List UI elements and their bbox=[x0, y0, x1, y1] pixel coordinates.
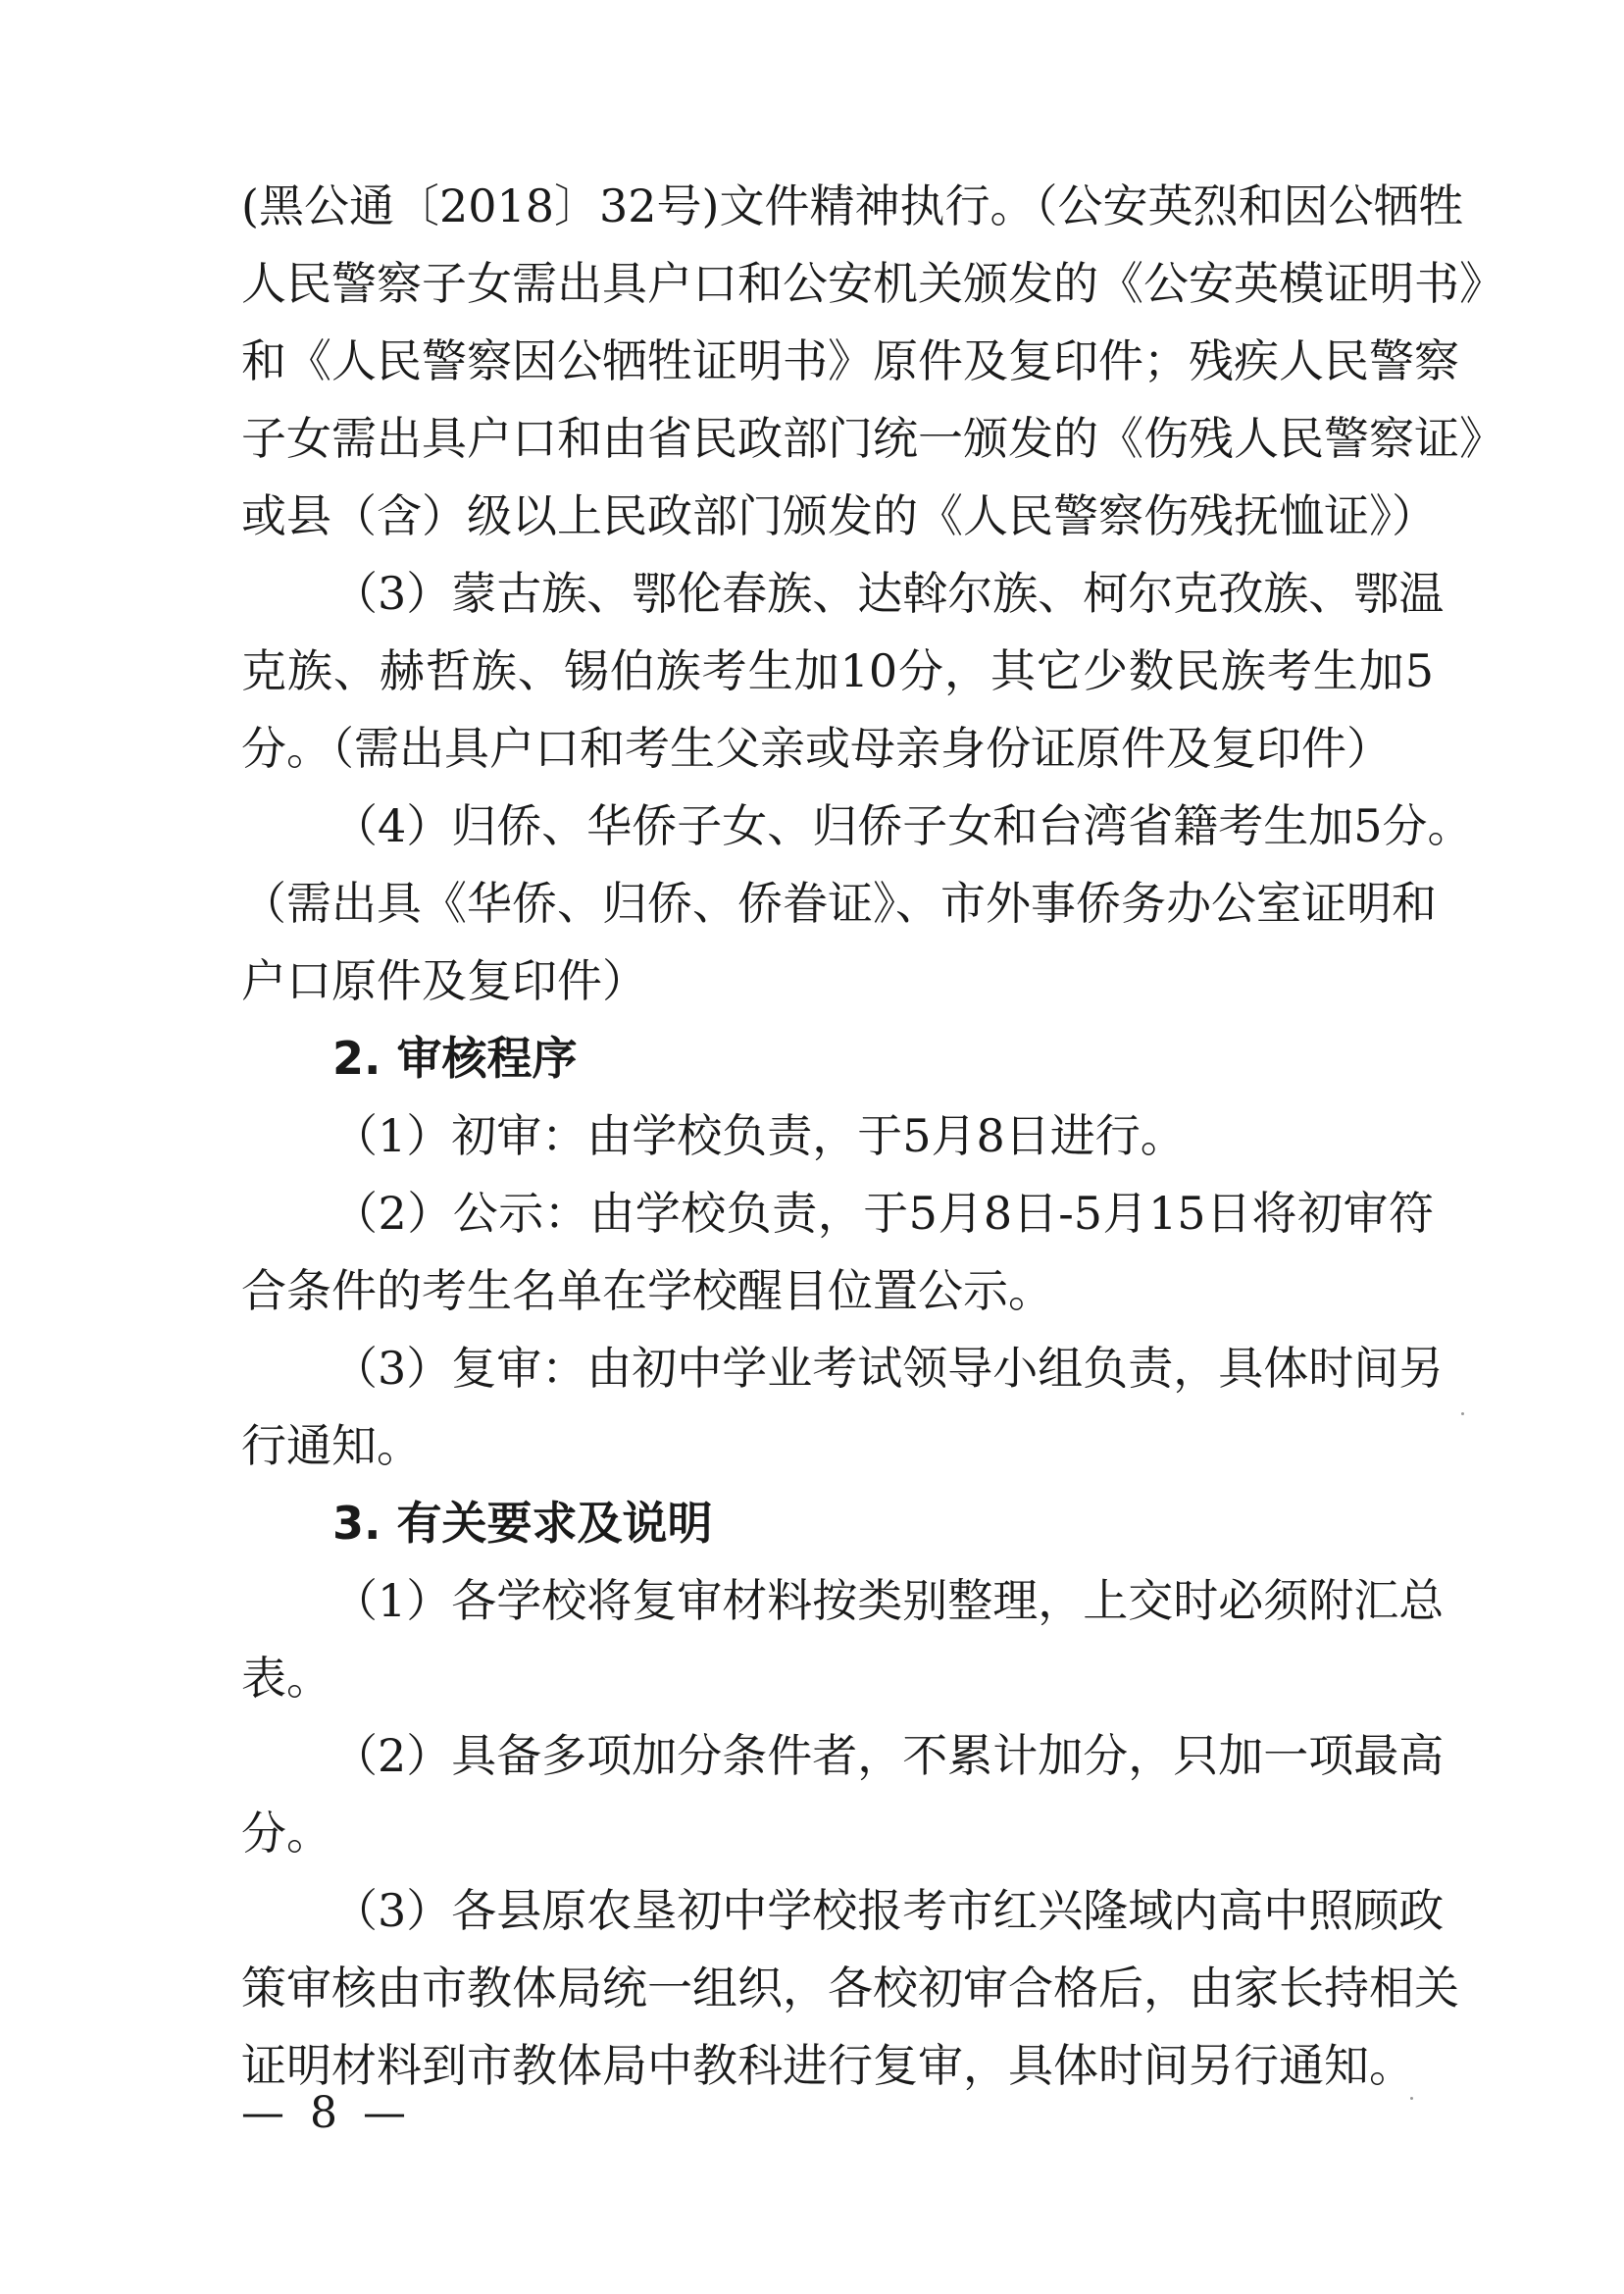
text-line: 分。 bbox=[241, 1807, 331, 1860]
text-line: （2）公示：由学校负责，于5月8日-5月15日将初审符 bbox=[332, 1187, 1434, 1240]
text-line: 人民警察子女需出具户口和公安机关颁发的《公安英模证明书》 bbox=[241, 257, 1504, 310]
text-line: (黑公通〔2018〕32号)文件精神执行。（公安英烈和因公牺牲 bbox=[241, 179, 1464, 232]
text-line: 和《人民警察因公牺牲证明书》原件及复印件；残疾人民警察 bbox=[241, 334, 1459, 387]
text-line: （3）复审：由初中学业考试领导小组负责，具体时间另 bbox=[332, 1342, 1445, 1395]
text-line: 行通知。 bbox=[241, 1419, 422, 1472]
text-line: 户口原件及复印件） bbox=[241, 954, 647, 1007]
text-line: 合条件的考生名单在学校醒目位置公示。 bbox=[241, 1264, 1053, 1317]
text-line: 策审核由市教体局统一组织，各校初审合格后，由家长持相关 bbox=[241, 1962, 1459, 2014]
section-heading-review-procedure: 2. 审核程序 bbox=[332, 1032, 578, 1085]
text-line: 克族、赫哲族、锡伯族考生加10分，其它少数民族考生加5 bbox=[241, 644, 1434, 697]
text-line: （需出具《华侨、归侨、侨眷证》、市外事侨务办公室证明和 bbox=[241, 877, 1437, 930]
text-line: （1）初审：由学校负责，于5月8日进行。 bbox=[332, 1109, 1186, 1162]
text-line: （4）归侨、华侨子女、归侨子女和台湾省籍考生加5分。 bbox=[332, 799, 1473, 852]
text-line: 分。（需出具户口和考生父亲或母亲身份证原件及复印件） bbox=[241, 722, 1392, 775]
text-line: 或县（含）级以上民政部门颁发的《人民警察伤残抚恤证》） bbox=[241, 489, 1437, 542]
page-number: — 8 — bbox=[241, 2088, 412, 2138]
text-line: （3）蒙古族、鄂伦春族、达斡尔族、柯尔克孜族、鄂温 bbox=[332, 567, 1445, 620]
text-line: （3）各县原农垦初中学校报考市红兴隆域内高中照顾政 bbox=[332, 1884, 1445, 1937]
text-line: 表。 bbox=[241, 1652, 331, 1705]
text-line: （2）具备多项加分条件者，不累计加分，只加一项最高 bbox=[332, 1729, 1445, 1782]
text-line: 子女需出具户口和由省民政部门统一颁发的《伤残人民警察证》 bbox=[241, 412, 1504, 465]
section-heading-requirements: 3. 有关要求及说明 bbox=[332, 1497, 713, 1550]
text-line: （1）各学校将复审材料按类别整理，上交时必须附汇总 bbox=[332, 1574, 1445, 1627]
text-line: 证明材料到市教体局中教科进行复审，具体时间另行通知。 bbox=[241, 2039, 1414, 2092]
scan-speck bbox=[1461, 1412, 1464, 1415]
scan-speck bbox=[1410, 2097, 1413, 2100]
